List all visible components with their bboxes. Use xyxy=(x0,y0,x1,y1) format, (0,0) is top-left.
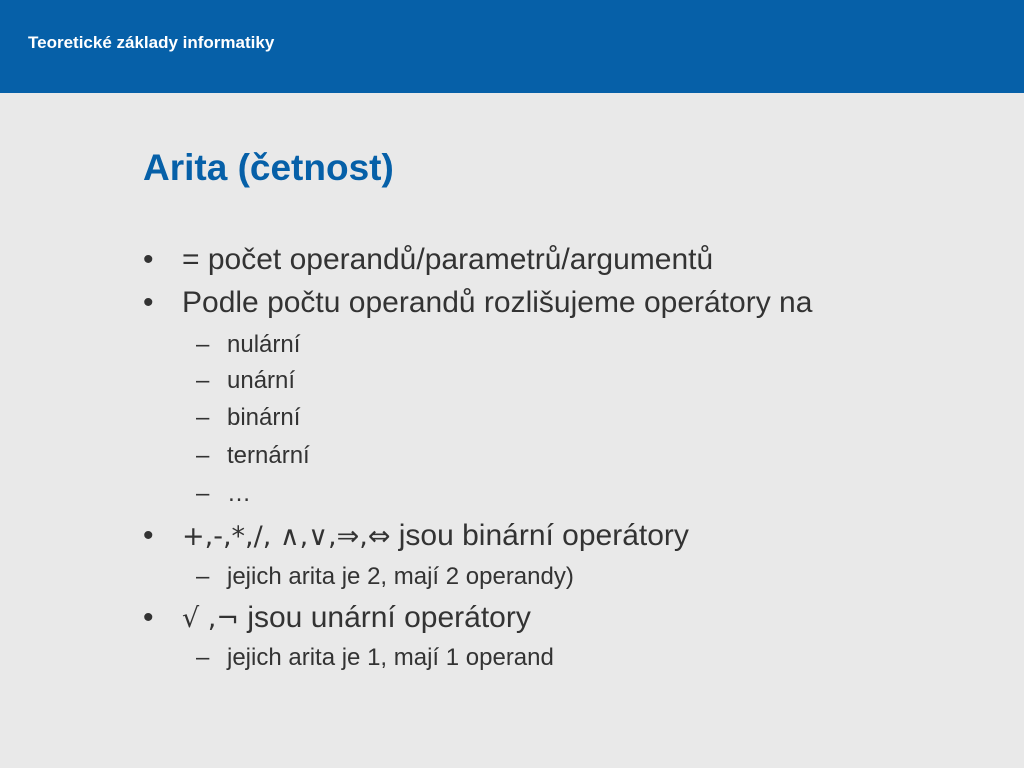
bullet-marker: • xyxy=(143,601,154,634)
dash-marker: – xyxy=(196,367,210,394)
dash-marker: – xyxy=(196,563,210,590)
sub-item-text: ternární xyxy=(227,442,310,469)
dash-marker: – xyxy=(196,644,210,671)
header-bar xyxy=(0,0,1024,93)
dash-marker: – xyxy=(196,331,210,358)
sub-item-text: nulární xyxy=(227,331,301,358)
slide-title: Arita (četnost) xyxy=(143,147,394,188)
bullet-text: Podle počtu operandů rozlišujeme operátory na xyxy=(182,286,813,319)
dash-marker: – xyxy=(196,404,210,431)
bullet-text xyxy=(182,600,531,637)
bullet-text: = počet operandů/parametrů/argumentů xyxy=(182,243,714,276)
sub-item-text: jejich arita je 2, mají 2 operandy) xyxy=(227,563,574,590)
dash-marker: – xyxy=(196,480,210,507)
sub-item-text: binární xyxy=(227,404,301,431)
bullet-marker: • xyxy=(143,519,154,552)
operator-symbols: √ ,¬ xyxy=(182,603,239,634)
bullet-text xyxy=(182,518,689,555)
course-title: Teoretické základy informatiky xyxy=(28,33,275,52)
bullet-text-tail: jsou unární operátory xyxy=(239,601,531,634)
operator-symbols: +,-,*,/, ∧,∨,⇒,⇔ xyxy=(182,521,391,552)
sub-item-text: … xyxy=(227,480,251,507)
bullet-marker: • xyxy=(143,286,154,319)
bullet-text-tail: jsou binární operátory xyxy=(390,519,689,552)
dash-marker: – xyxy=(196,442,210,469)
sub-item-text: unární xyxy=(227,367,296,394)
sub-item-text: jejich arita je 1, mají 1 operand xyxy=(227,644,554,671)
bullet-marker: • xyxy=(143,243,154,276)
